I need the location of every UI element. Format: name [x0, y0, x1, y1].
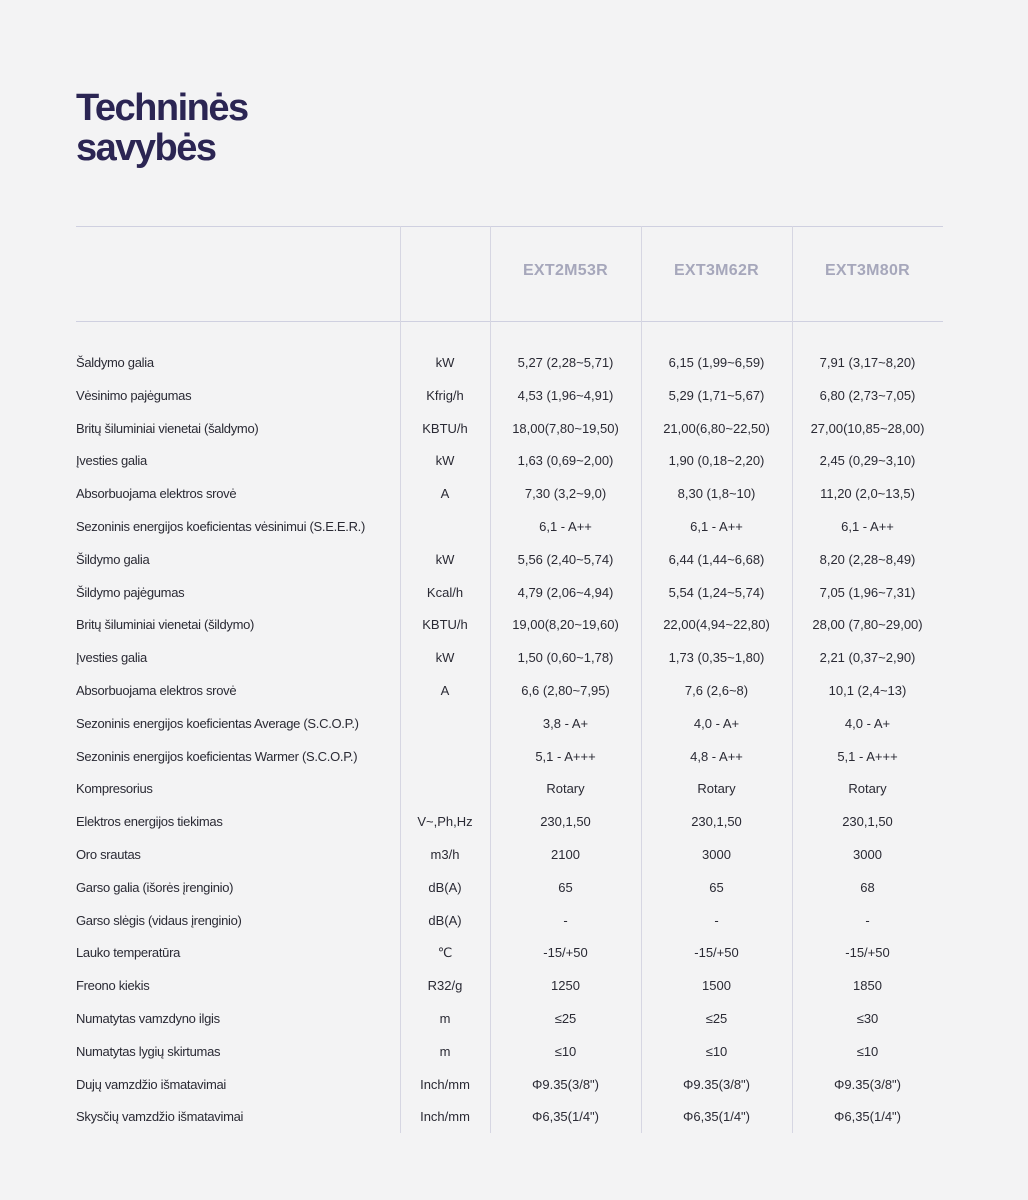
- row-value-model-1: 1250: [551, 978, 580, 994]
- row-value-model-3: 10,1 (2,4~13): [828, 682, 907, 698]
- row-value-model-1: -: [563, 912, 568, 928]
- row-unit: [400, 517, 490, 537]
- row-unit: R32/g: [427, 978, 463, 994]
- row-unit: kW: [435, 355, 455, 370]
- row-label: Absorbuojama elektros srovė: [76, 682, 237, 698]
- row-value-model-2: ≤10: [705, 1043, 728, 1059]
- row-value-model-1: 4,79 (2,06~4,94): [517, 584, 614, 600]
- row-label: Absorbuojama elektros srovė: [76, 486, 237, 502]
- row-value-model-1: 18,00(7,80~19,50): [512, 420, 619, 436]
- row-value-model-2: ≤25: [705, 1010, 728, 1026]
- row-value-model-2: 22,00(4,94~22,80): [663, 617, 770, 633]
- row-label: Kompresorius: [76, 781, 153, 797]
- row-value-model-3: 7,05 (1,96~7,31): [819, 584, 916, 600]
- row-value-model-1: Φ6,35(1/4"): [531, 1109, 600, 1125]
- row-value-model-1: 4,53 (1,96~4,91): [517, 387, 614, 403]
- row-value-model-1: 65: [558, 879, 573, 895]
- row-value-model-3: -15/+50: [845, 945, 890, 961]
- row-unit: [400, 779, 490, 799]
- row-value-model-3: -: [865, 912, 870, 928]
- row-value-model-3: Φ6,35(1/4"): [833, 1109, 902, 1125]
- row-value-model-2: 1500: [702, 978, 731, 994]
- row-label: Britų šiluminiai vienetai (šildymo): [76, 617, 255, 633]
- row-value-model-1: ≤25: [554, 1010, 577, 1026]
- row-label: Sezoninis energijos koeficientas Average (S.C.O.P.): [76, 715, 359, 731]
- row-label: Elektros energijos tiekimas: [76, 814, 223, 830]
- row-label: Sezoninis energijos koeficientas vėsinimui (S.E.E.R.): [76, 518, 366, 534]
- row-unit: kW: [435, 650, 455, 666]
- row-value-model-3: 27,00(10,85~28,00): [810, 420, 925, 436]
- row-value-model-3: 2,21 (0,37~2,90): [819, 650, 916, 666]
- row-unit: KBTU/h: [422, 420, 468, 436]
- row-unit: kW: [435, 551, 455, 567]
- row-value-model-1: 7,30 (3,2~9,0): [524, 486, 607, 502]
- row-value-model-2: 1,90 (0,18~2,20): [668, 453, 765, 469]
- row-label: Įvesties galia: [76, 650, 147, 666]
- row-value-model-2: Rotary: [697, 781, 736, 797]
- row-value-model-1: 3,8 - A+: [542, 715, 589, 731]
- row-unit: m3/h: [430, 846, 460, 862]
- row-value-model-1: 6,6 (2,80~7,95): [521, 682, 610, 698]
- row-label: Šildymo galia: [76, 551, 150, 567]
- row-label: Britų šiluminiai vienetai (šaldymo): [76, 420, 259, 436]
- row-value-model-2: 7,6 (2,6~8): [684, 682, 749, 698]
- row-label: Freono kiekis: [76, 978, 150, 994]
- row-value-model-1: 1,50 (0,60~1,78): [517, 650, 614, 666]
- row-value-model-1: 5,1 - A+++: [535, 748, 596, 764]
- row-label: Numatytas lygių skirtumas: [76, 1043, 221, 1059]
- row-unit: ℃: [437, 945, 453, 961]
- row-value-model-3: 7,91 (3,17~8,20): [819, 355, 916, 370]
- row-unit: dB(A): [428, 912, 462, 928]
- row-value-model-3: 11,20 (2,0~13,5): [820, 486, 915, 502]
- row-unit: V~,Ph,Hz: [417, 814, 473, 830]
- row-unit: Inch/mm: [420, 1109, 470, 1125]
- row-value-model-1: 6,1 - A++: [539, 518, 592, 534]
- row-unit: KBTU/h: [422, 617, 468, 633]
- title-line-1: Techninės: [76, 87, 248, 129]
- row-value-model-3: Rotary: [848, 781, 887, 797]
- row-value-model-1: 19,00(8,20~19,60): [512, 617, 619, 633]
- title-line-2: savybės: [76, 127, 216, 169]
- row-value-model-2: 5,29 (1,71~5,67): [668, 387, 765, 403]
- row-label: Šildymo pajėgumas: [76, 584, 185, 600]
- row-value-model-2: -: [714, 912, 719, 928]
- row-value-model-1: 5,27 (2,28~5,71): [517, 355, 614, 370]
- row-unit: [400, 714, 490, 734]
- model-header-2: EXT3M62R: [673, 262, 760, 279]
- row-value-model-2: 230,1,50: [691, 814, 742, 830]
- row-value-model-3: 3000: [853, 846, 882, 862]
- row-value-model-1: Rotary: [546, 781, 585, 797]
- row-unit: m: [439, 1043, 451, 1059]
- row-label: Skysčių vamzdžio išmatavimai: [76, 1109, 244, 1125]
- row-unit: m: [439, 1010, 451, 1026]
- row-label: Šaldymo galia: [76, 355, 154, 370]
- row-value-model-3: 4,0 - A+: [844, 715, 891, 731]
- model-header-1: EXT2M53R: [522, 262, 609, 279]
- row-value-model-2: 8,30 (1,8~10): [677, 486, 756, 502]
- row-value-model-1: 5,56 (2,40~5,74): [517, 551, 614, 567]
- row-label: Numatytas vamzdyno ilgis: [76, 1010, 220, 1026]
- table-header-rule: [76, 321, 943, 322]
- row-value-model-3: 5,1 - A+++: [837, 748, 898, 764]
- page-title: [76, 88, 248, 168]
- row-label: Garso slėgis (vidaus įrenginio): [76, 912, 242, 928]
- row-label: Vėsinimo pajėgumas: [76, 387, 192, 403]
- row-label: Įvesties galia: [76, 453, 147, 469]
- row-unit: Inch/mm: [420, 1076, 470, 1092]
- row-value-model-2: 6,44 (1,44~6,68): [668, 551, 765, 567]
- row-value-model-3: ≤10: [856, 1043, 879, 1059]
- row-value-model-2: 1,73 (0,35~1,80): [668, 650, 765, 666]
- row-value-model-2: -15/+50: [694, 945, 739, 961]
- row-value-model-2: 5,54 (1,24~5,74): [668, 584, 765, 600]
- row-value-model-3: 230,1,50: [842, 814, 893, 830]
- table-top-rule: [76, 226, 943, 227]
- row-value-model-2: Φ9.35(3/8"): [682, 1076, 751, 1092]
- row-value-model-1: 230,1,50: [540, 814, 591, 830]
- row-unit: dB(A): [428, 879, 462, 895]
- row-value-model-2: 6,1 - A++: [690, 518, 743, 534]
- row-value-model-3: 2,45 (0,29~3,10): [819, 453, 916, 469]
- row-value-model-2: 21,00(6,80~22,50): [663, 420, 770, 436]
- row-value-model-2: 65: [709, 879, 724, 895]
- row-value-model-1: -15/+50: [543, 945, 588, 961]
- row-unit: kW: [435, 453, 455, 469]
- row-label: Lauko temperatūra: [76, 945, 181, 961]
- row-value-model-3: 1850: [853, 978, 882, 994]
- row-value-model-2: Φ6,35(1/4"): [682, 1109, 751, 1125]
- row-label: Dujų vamzdžio išmatavimai: [76, 1076, 226, 1092]
- row-value-model-2: 3000: [702, 846, 731, 862]
- row-unit: Kfrig/h: [426, 387, 464, 403]
- row-value-model-3: Φ9.35(3/8"): [833, 1076, 902, 1092]
- row-value-model-3: 6,1 - A++: [841, 518, 894, 534]
- row-value-model-3: ≤30: [856, 1010, 879, 1026]
- model-header-3: EXT3M80R: [824, 262, 911, 279]
- row-unit: A: [440, 682, 450, 698]
- row-value-model-1: Φ9.35(3/8"): [531, 1076, 600, 1092]
- row-unit: [400, 747, 490, 767]
- row-value-model-3: 68: [860, 879, 875, 895]
- row-label: Oro srautas: [76, 846, 141, 862]
- row-label: Sezoninis energijos koeficientas Warmer (S.C.O.P.): [76, 748, 358, 764]
- row-value-model-2: 4,0 - A+: [693, 715, 740, 731]
- row-unit: A: [440, 486, 450, 502]
- row-value-model-3: 8,20 (2,28~8,49): [819, 551, 916, 567]
- row-value-model-1: ≤10: [554, 1043, 577, 1059]
- row-label: Garso galia (išorės įrenginio): [76, 879, 234, 895]
- row-value-model-2: 6,15 (1,99~6,59): [668, 355, 765, 370]
- row-value-model-3: 6,80 (2,73~7,05): [819, 387, 916, 403]
- row-value-model-2: 4,8 - A++: [690, 748, 743, 764]
- row-value-model-1: 1,63 (0,69~2,00): [517, 453, 614, 469]
- row-value-model-3: 28,00 (7,80~29,00): [812, 617, 923, 633]
- row-value-model-1: 2100: [551, 846, 580, 862]
- row-unit: Kcal/h: [426, 584, 464, 600]
